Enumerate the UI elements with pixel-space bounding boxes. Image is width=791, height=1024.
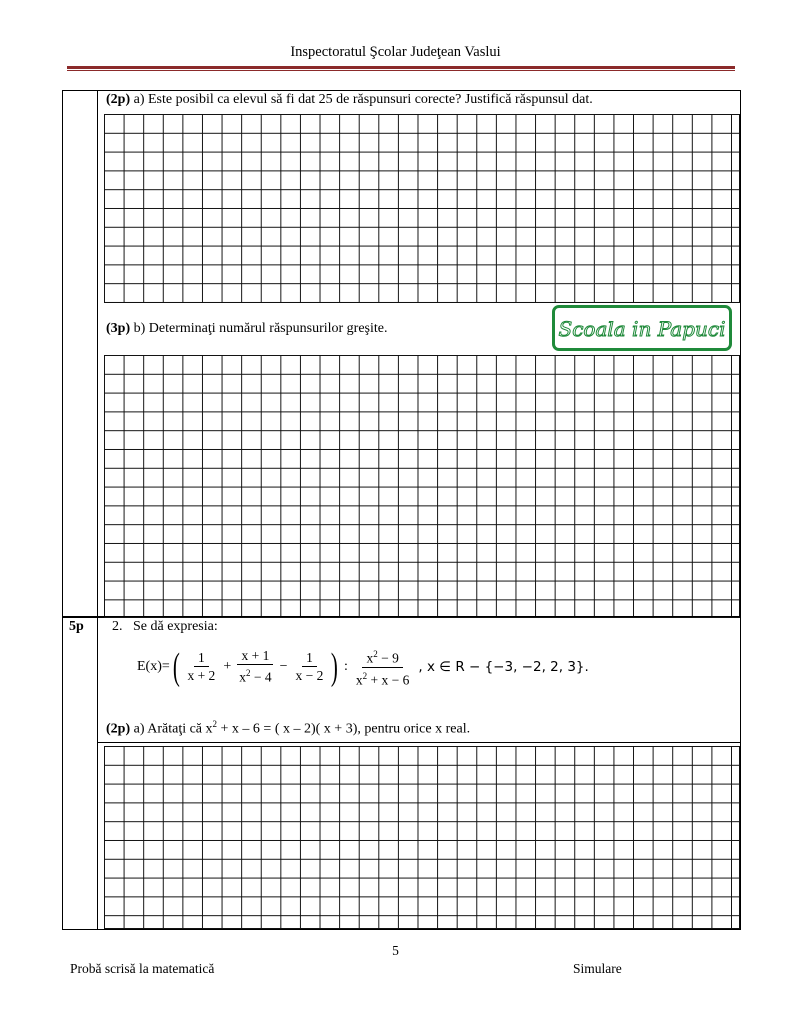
plus-operator: + [223, 659, 232, 674]
section2-grid-top-border [97, 742, 740, 743]
question-2a-text-2: + x – 6 = ( x – 2)( x + 3), pentru orice x real. [217, 721, 471, 737]
fraction-2-denominator [235, 665, 275, 686]
minus-operator: − [279, 659, 288, 674]
section2-score-column-divider [97, 616, 98, 929]
answer-grid-2a[interactable] [104, 746, 740, 929]
question-1a-text: a) Este posibil ca elevul să fi dat 25 de răspunsuri corecte? Justifică răspunsul dat. [130, 92, 593, 107]
footer-left: Probă scrisă la matematică [70, 961, 215, 976]
question-1b [106, 321, 388, 337]
question-1a [106, 92, 593, 108]
svg-text:Scoala in Papuci: Scoala in Papuci [558, 317, 726, 341]
fraction-1 [183, 650, 219, 684]
answer-grid-1a[interactable] [104, 114, 740, 303]
section2-score [69, 619, 84, 635]
division-operator: : [344, 659, 348, 674]
fraction-1-denominator: x + 2 [187, 668, 216, 683]
header-divider [67, 66, 735, 69]
question-1b-points: (3p) [106, 321, 131, 336]
f2-den-rest: − 4 [250, 669, 272, 685]
expression-lhs: E(x)= [137, 659, 170, 674]
f4-num-exponent: 2 [373, 649, 378, 659]
item-2-heading [112, 619, 218, 635]
question-2a-exponent: 2 [212, 719, 218, 729]
fraction-3-numerator: 1 [302, 650, 317, 667]
header-divider-thin [67, 70, 735, 71]
footer-right: Simulare [573, 961, 622, 976]
item-2-number: 2. [112, 619, 123, 634]
question-2a [106, 719, 470, 738]
page-header-title: Inspectoratul Şcolar Judeţean Vaslui [290, 44, 501, 60]
fraction-4-numerator [362, 646, 402, 668]
fraction-4-denominator [352, 668, 413, 689]
right-paren: ) [331, 646, 339, 688]
f4-den-rest: + x − 6 [367, 672, 410, 687]
question-1b-text: b) Determinaţi numărul răspunsurilor greşite. [130, 321, 388, 336]
question-2a-text-1: a) Arătaţi că x [130, 721, 213, 737]
fraction-3-denominator: x − 2 [295, 668, 324, 683]
question-1a-points: (2p) [106, 92, 131, 107]
fraction-4 [352, 646, 413, 688]
f4-den-exponent: 2 [362, 670, 368, 681]
score-label: 5p [69, 619, 84, 634]
fraction-2-numerator: x + 1 [237, 648, 273, 665]
f4-num-rest: − 9 [377, 650, 399, 666]
watermark-stamp-text [556, 309, 728, 347]
fraction-2 [235, 648, 275, 686]
section1-score-column-divider [97, 90, 98, 617]
watermark-stamp [552, 305, 732, 351]
f2-den-exponent: 2 [245, 668, 251, 679]
fraction-1-numerator: 1 [194, 650, 209, 667]
answer-grid-1b[interactable] [104, 355, 740, 618]
left-paren: ( [172, 646, 180, 688]
expression-domain: , x ∈ R − {−3, −2, 2, 3}. [418, 659, 589, 675]
fraction-3 [292, 650, 328, 684]
f4-num-base: x [366, 650, 374, 666]
expression-E [137, 646, 589, 688]
question-2a-points: (2p) [106, 721, 131, 737]
item-2-text: Se dă expresia: [133, 619, 218, 634]
f4-den-base: x [355, 672, 363, 687]
page-number: 5 [392, 943, 399, 958]
f2-den-base: x [239, 669, 246, 685]
